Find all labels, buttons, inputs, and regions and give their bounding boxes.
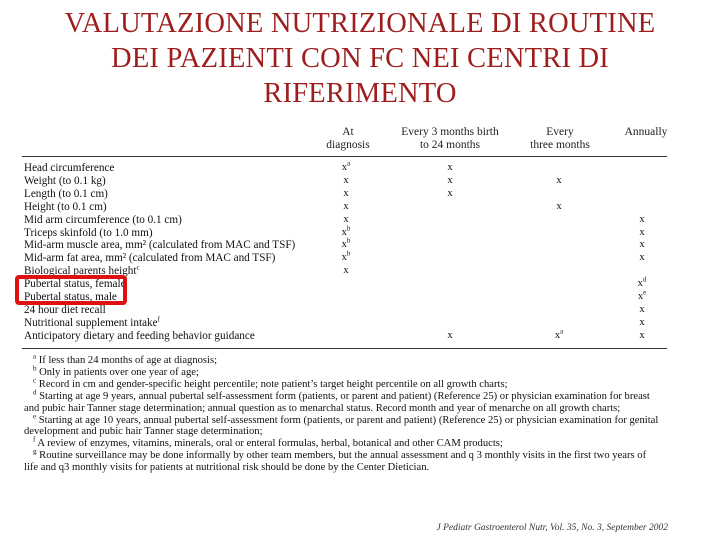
row-label-footnote-mark: f <box>157 315 160 324</box>
row-label: 24 hour diet recall <box>24 303 106 316</box>
table-top-rule <box>22 156 667 157</box>
table-cell-mark <box>632 252 652 264</box>
cell-mark-text: x <box>637 278 643 290</box>
row-label: Nutritional supplement intake <box>24 316 158 329</box>
cell-mark-text: x <box>447 329 453 341</box>
cell-mark-text: x <box>341 226 347 238</box>
table-row <box>24 317 160 329</box>
cell-mark-text: x <box>447 174 453 186</box>
table-cell-mark <box>549 201 569 213</box>
cell-mark-text: x <box>343 174 349 186</box>
footnote-text: If less than 24 months of age at diagnosis; <box>38 355 218 366</box>
footnote <box>24 388 672 414</box>
footnote-line <box>24 352 672 367</box>
table-cell-mark <box>549 327 569 342</box>
table-row <box>24 330 255 342</box>
table-cell-mark <box>632 317 652 329</box>
row-label: Weight (to 0.1 kg) <box>24 174 106 187</box>
footnote-mark: f <box>33 435 36 444</box>
footnote-line <box>24 364 672 379</box>
cell-mark-text: x <box>341 162 348 173</box>
footnote-mark: d <box>33 388 37 397</box>
footnote-mark: g <box>33 447 37 456</box>
table-row <box>24 162 114 174</box>
row-label: Pubertal status, male <box>24 291 117 303</box>
cell-mark-text: x <box>639 252 645 264</box>
row-label: Mid-arm fat area, mm² (calculated from MAC and TSF) <box>24 252 276 265</box>
cell-mark-text: x <box>447 162 453 173</box>
footnote-text: Routine surveillance may be done informally by other team members, but the annual assessment and q 3 monthly visits in the first two years of <box>39 450 647 462</box>
row-label: Mid arm circumference (to 0.1 cm) <box>24 213 182 226</box>
column-header-line: Every <box>546 126 574 138</box>
table-cell-mark <box>440 330 460 342</box>
cell-footnote-mark: b <box>346 236 351 245</box>
footnote-continuation: and pubic hair Tanner stage determination; annual question as to menarchal status. Record month and year of menarche on all growth charts; <box>24 402 621 414</box>
footnote-continuation: life and q3 monthly visits for patients at nutritional risk should be done by the Center Dietician. <box>24 461 430 473</box>
citation: J Pediatr Gastroenterol Nutr, Vol. 35, No. 3, September 2002 <box>436 523 668 533</box>
footnote <box>24 376 672 391</box>
footnote <box>24 364 672 379</box>
cell-mark-text: x <box>341 239 347 251</box>
table-bottom-rule <box>22 348 667 349</box>
row-label-footnote-mark: c <box>136 263 140 272</box>
column-header-line: Annually <box>624 126 668 138</box>
cell-mark-text: x <box>343 200 349 212</box>
cell-footnote-mark: b <box>346 224 351 232</box>
column-header-every-3-months-birth <box>392 126 508 152</box>
table-cell-mark <box>549 175 569 187</box>
table-row <box>24 175 106 187</box>
footnote <box>24 412 672 438</box>
cell-mark-text: x <box>639 329 645 341</box>
cell-mark-text: x <box>639 239 645 251</box>
title-line-2: DEI PAZIENTI CON FC NEI CENTRI DI <box>111 43 609 74</box>
cell-mark-text: x <box>639 303 645 315</box>
table-row <box>24 304 106 316</box>
table-cell-mark <box>632 288 652 303</box>
footnote-mark: a <box>33 352 37 361</box>
footnote-text: Starting at age 9 years, annual pubertal self-assessment form (patients, or parent and patient) (Reference 25) or physician examination for breast <box>39 391 650 402</box>
table-cell-mark <box>336 175 356 187</box>
cell-mark-text: x <box>341 252 347 264</box>
footnote-continuation: development and pubic hair Tanner stage determination; <box>24 426 263 438</box>
cell-footnote-mark: e <box>643 288 647 297</box>
slide-title <box>0 6 720 111</box>
footnote <box>24 435 672 450</box>
title-line-1: VALUTAZIONE NUTRIZIONALE DI ROUTINE <box>64 8 656 39</box>
table-cell-mark <box>632 214 652 226</box>
table-cell-mark <box>440 175 460 187</box>
table-cell-mark <box>336 249 356 264</box>
row-label: Triceps skinfold (to 1.0 mm) <box>24 226 153 239</box>
footnote-line <box>24 388 672 403</box>
row-label: Head circumference <box>24 162 115 174</box>
cell-footnote-mark: b <box>346 249 351 258</box>
table-cell-mark <box>632 275 652 290</box>
table-cell-mark <box>336 188 356 200</box>
table-cell-mark <box>336 159 356 174</box>
row-label: Anticipatory dietary and feeding behavior guidance <box>24 329 255 342</box>
table-row <box>24 239 295 251</box>
table-cell-mark <box>336 201 356 213</box>
footnote-line <box>24 447 672 462</box>
footnote-text: A review of enzymes, vitamins, minerals, oral or enteral formulas, herbal, botanical and other CAM products; <box>37 438 503 450</box>
row-label: Biological parents height <box>24 265 137 278</box>
column-header-line: diagnosis <box>326 139 370 151</box>
column-header-every-three-months <box>522 126 598 152</box>
cell-mark-text: x <box>447 187 453 199</box>
column-header-line: three months <box>530 139 590 151</box>
cell-mark-text: x <box>639 226 645 238</box>
footnote-text: Record in cm and gender-specific height percentile; note patient’s target height percentile on all growth charts; <box>38 379 508 390</box>
row-label: Pubertal status, female <box>24 278 126 291</box>
cell-mark-text: x <box>639 316 645 328</box>
column-header-line: to 24 months <box>419 139 481 151</box>
cell-footnote-mark: a <box>560 327 564 336</box>
footnote-text: Starting at age 10 years, annual pubertal self-assessment form (patients, or parent and patient) (Reference 25) or physician examination for genital <box>38 414 659 426</box>
cell-mark-text: x <box>639 213 645 225</box>
footnote-line <box>24 376 672 391</box>
column-header-line: At <box>342 126 354 138</box>
table-cell-mark <box>632 239 652 251</box>
row-label: Length (to 0.1 cm) <box>24 187 108 200</box>
cell-footnote-mark: d <box>642 275 647 284</box>
table-row <box>24 201 107 213</box>
cell-mark-text: x <box>343 213 349 225</box>
table-cell-mark <box>632 227 652 239</box>
highlight-box-pubertal-status <box>15 275 127 305</box>
footnote-line <box>24 412 672 427</box>
footnote-mark: b <box>33 364 37 373</box>
footnote <box>24 352 672 367</box>
table-row <box>24 227 153 239</box>
table-row <box>24 252 275 264</box>
cell-mark-text: x <box>637 291 644 302</box>
column-header-line: Every 3 months birth <box>401 126 499 138</box>
cell-mark-text: x <box>343 265 349 277</box>
column-header-at-diagnosis <box>318 126 378 152</box>
table-cell-mark <box>440 162 460 174</box>
row-label: Height (to 0.1 cm) <box>24 200 107 213</box>
footnote <box>24 447 672 473</box>
cell-mark-text: x <box>343 187 349 199</box>
row-label: Mid-arm muscle area, mm² (calculated from MAC and TSF) <box>24 239 296 252</box>
table-row <box>24 188 108 200</box>
table-row <box>24 214 182 226</box>
table-cell-mark <box>336 265 356 277</box>
table-cell-mark <box>632 304 652 316</box>
footnote-mark: e <box>33 412 37 421</box>
column-header-annually <box>616 126 676 139</box>
table-cell-mark <box>440 188 460 200</box>
cell-mark-text: x <box>556 174 562 186</box>
title-line-3: RIFERIMENTO <box>263 78 457 109</box>
table-cell-mark <box>632 330 652 342</box>
footnote-line <box>24 435 672 450</box>
cell-mark-text: x <box>554 329 561 341</box>
footnote-text: Only in patients over one year of age; <box>39 367 199 378</box>
footnote-mark: c <box>33 376 37 385</box>
cell-footnote-mark: a <box>347 159 351 168</box>
cell-mark-text: x <box>556 200 562 212</box>
